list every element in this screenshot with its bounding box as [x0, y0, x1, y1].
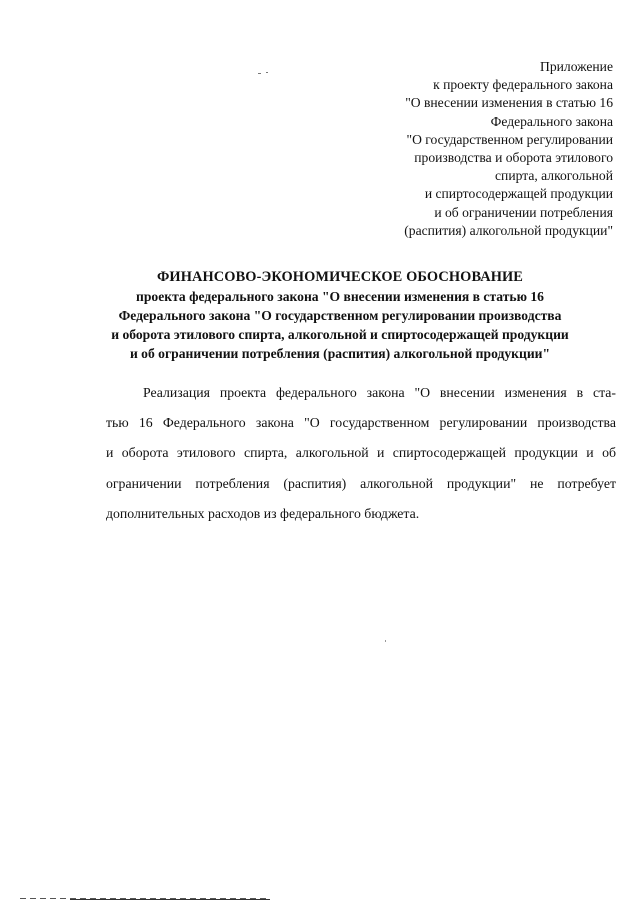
appendix-line: "О внесении изменения в статью 16	[405, 95, 613, 111]
body-line: Реализация проекта федерального закона "О внесении изменения в ста-	[143, 385, 616, 400]
appendix-line: к проекту федерального закона	[433, 77, 613, 93]
appendix-line: Федерального закона	[490, 113, 613, 129]
appendix-line: "О государственном регулировании	[406, 131, 613, 147]
body-line: тью 16 Федерального закона "О государственном регулировании производства	[106, 415, 616, 431]
appendix-line: спирта, алкогольной	[495, 168, 613, 184]
appendix-line: (распития) алкогольной продукции"	[404, 222, 613, 238]
scan-speck	[385, 640, 386, 642]
title-line: проекта федерального закона "О внесении изменения в статью 16	[136, 289, 544, 304]
appendix-line: Приложение	[540, 59, 613, 74]
appendix-line: и спиртосодержащей продукции	[424, 186, 613, 202]
document-title	[60, 268, 620, 363]
title-line: и об ограничении потребления (распития) алкогольной продукции"	[129, 346, 551, 361]
scan-speck	[258, 73, 261, 74]
title-line: и оборота этилового спирта, алкогольной и спиртосодержащей продукции	[111, 327, 569, 342]
body-line: ограничении потребления (распития) алкогольной продукции" не потребует	[106, 475, 616, 491]
body-line: и оборота этилового спирта, алкогольной и спиртосодержащей продукции и об	[106, 445, 616, 461]
appendix-block	[313, 58, 613, 240]
scan-artifact-line	[70, 899, 270, 900]
appendix-line: производства и оборота этилового	[414, 150, 613, 166]
appendix-line: и об ограничении потребления	[434, 204, 613, 220]
body-line: дополнительных расходов из федерального бюджета.	[106, 505, 420, 521]
scan-speck	[266, 72, 268, 73]
body-paragraph	[106, 378, 616, 529]
main-title: ФИНАНСОВО-ЭКОНОМИЧЕСКОЕ ОБОСНОВАНИЕ	[156, 269, 524, 285]
title-line: Федерального закона "О государственном регулировании производства	[118, 308, 562, 323]
